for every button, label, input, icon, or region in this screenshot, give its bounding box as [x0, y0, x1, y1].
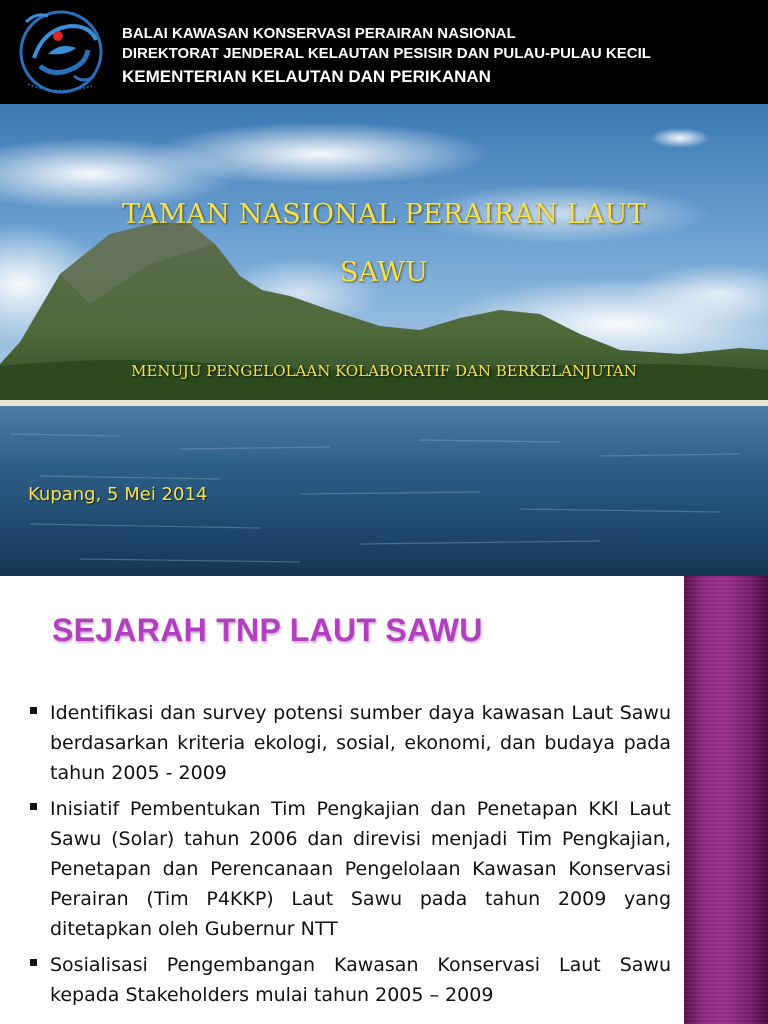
list-item-text: Identifikasi dan survey potensi sumber daya kawasan Laut Sawu berdasarkan kriteria ekologi, sosial, ekonomi, dan budaya pada tahun 2005 - 2009 [50, 702, 671, 784]
presentation-subtitle: MENUJU PENGELOLAAN KOLABORATIF DAN BERKELANJUTAN [131, 362, 637, 380]
presentation-title [60, 186, 708, 302]
list-item-text: Sosialisasi Pengembangan Kawasan Konservasi Laut Sawu kepada Stakeholders mulai tahun 2005 – 2009 [50, 954, 671, 1006]
title-line-2: SAWU [339, 257, 429, 288]
header-bar [0, 0, 768, 104]
history-slide [0, 576, 768, 1024]
slide-title: SEJARAH TNP LAUT SAWU [52, 612, 483, 648]
list-item-text: Inisiatif Pembentukan Tim Pengkajian dan Penetapan KKl Laut Sawu (Solar) tahun 2006 dan direvisi menjadi Tim Pengkajian, Penetapan dan Perencanaan Pengelolaan Kawasan Konservasi Perairan (Tim P4KKP) Laut Sawu pada tahun 2009 yang ditetapkan oleh Gubernur NTT [50, 798, 671, 940]
square-bullet-icon [30, 803, 37, 810]
decorative-side-strip [684, 576, 768, 1024]
landscape-photo [0, 104, 768, 576]
org-name-line-1: BALAI KAWASAN KONSERVASI PERAIRAN NASIONAL [122, 25, 516, 42]
square-bullet-icon [30, 707, 37, 714]
list-item [30, 794, 671, 944]
square-bullet-icon [30, 959, 37, 966]
list-item [30, 698, 671, 788]
list-item [30, 950, 671, 1010]
org-name-line-2: DIREKTORAT JENDERAL KELAUTAN PESISIR DAN PULAU-PULAU KECIL [122, 45, 651, 62]
org-name-line-3: KEMENTERIAN KELAUTAN DAN PERIKANAN [122, 67, 491, 86]
place-and-date: Kupang, 5 Mei 2014 [28, 484, 208, 505]
ministry-logo-icon [14, 6, 108, 98]
title-line-1: TAMAN NASIONAL PERAIRAN LAUT [122, 199, 646, 230]
bullet-list [30, 698, 671, 1016]
